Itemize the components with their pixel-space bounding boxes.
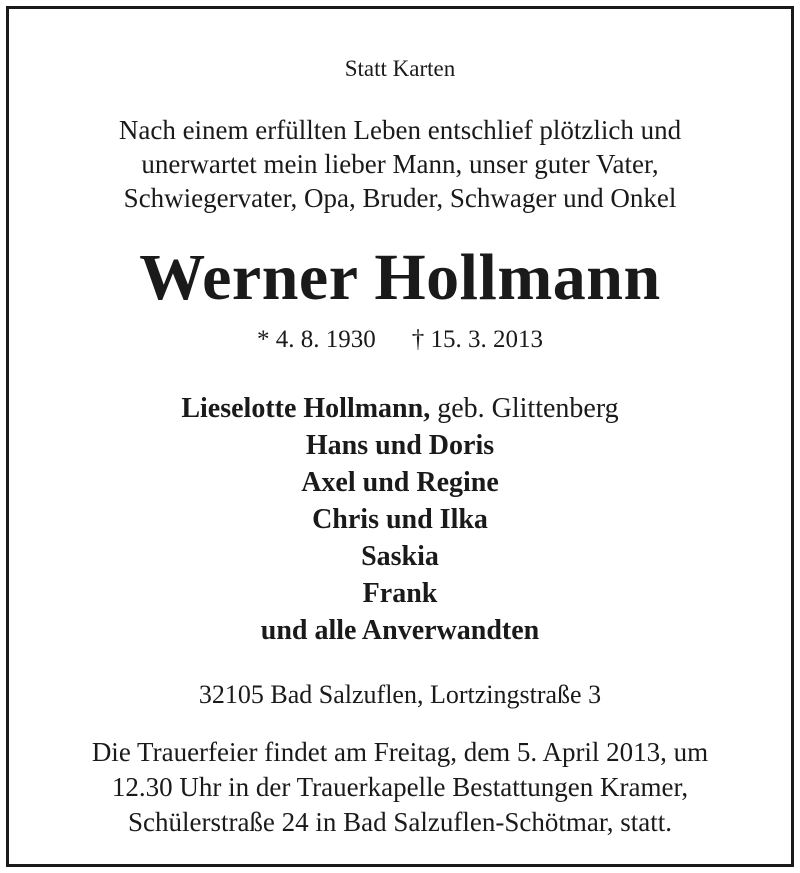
service-line-2: 12.30 Uhr in der Trauerkapelle Bestattungen Kramer,	[111, 772, 689, 802]
death-date: † 15. 3. 2013	[411, 326, 543, 353]
deceased-name: Werner Hollmann	[139, 241, 661, 314]
birth-date: * 4. 8. 1930	[257, 326, 376, 353]
address: 32105 Bad Salzuflen, Lortzingstraße 3	[198, 680, 602, 709]
intro-line-2: unerwartet mein lieber Mann, unser guter Vater,	[141, 149, 659, 179]
mourner-bold: Lieselotte Hollmann,	[181, 393, 431, 424]
mourner-line	[0, 541, 800, 573]
mourner-line	[0, 467, 800, 499]
mourner-bold: Frank	[362, 578, 438, 609]
mourner-line	[0, 393, 800, 425]
mourner-bold: Hans und Doris	[305, 430, 495, 461]
mourner-bold: und alle Anverwandten	[260, 615, 540, 646]
intro-line-3: Schwiegervater, Opa, Bruder, Schwager und Onkel	[123, 183, 677, 213]
mourner-line	[0, 504, 800, 536]
header-text: Statt Karten	[344, 56, 456, 81]
life-dates	[0, 326, 800, 354]
mourner-bold: Saskia	[361, 541, 439, 572]
mourner-bold: Axel und Regine	[301, 467, 499, 498]
intro-line-1: Nach einem erfüllten Leben entschlief plötzlich und	[118, 115, 682, 145]
service-line-1: Die Trauerfeier findet am Freitag, dem 5. April 2013, um	[91, 737, 709, 767]
mourner-line	[0, 578, 800, 610]
mourner-normal: geb. Glittenberg	[430, 393, 619, 424]
mourner-line	[0, 615, 800, 647]
mourner-line	[0, 430, 800, 462]
mourner-bold: Chris und Ilka	[312, 504, 488, 535]
service-line-3: Schülerstraße 24 in Bad Salzuflen-Schötmar, statt.	[127, 807, 673, 837]
